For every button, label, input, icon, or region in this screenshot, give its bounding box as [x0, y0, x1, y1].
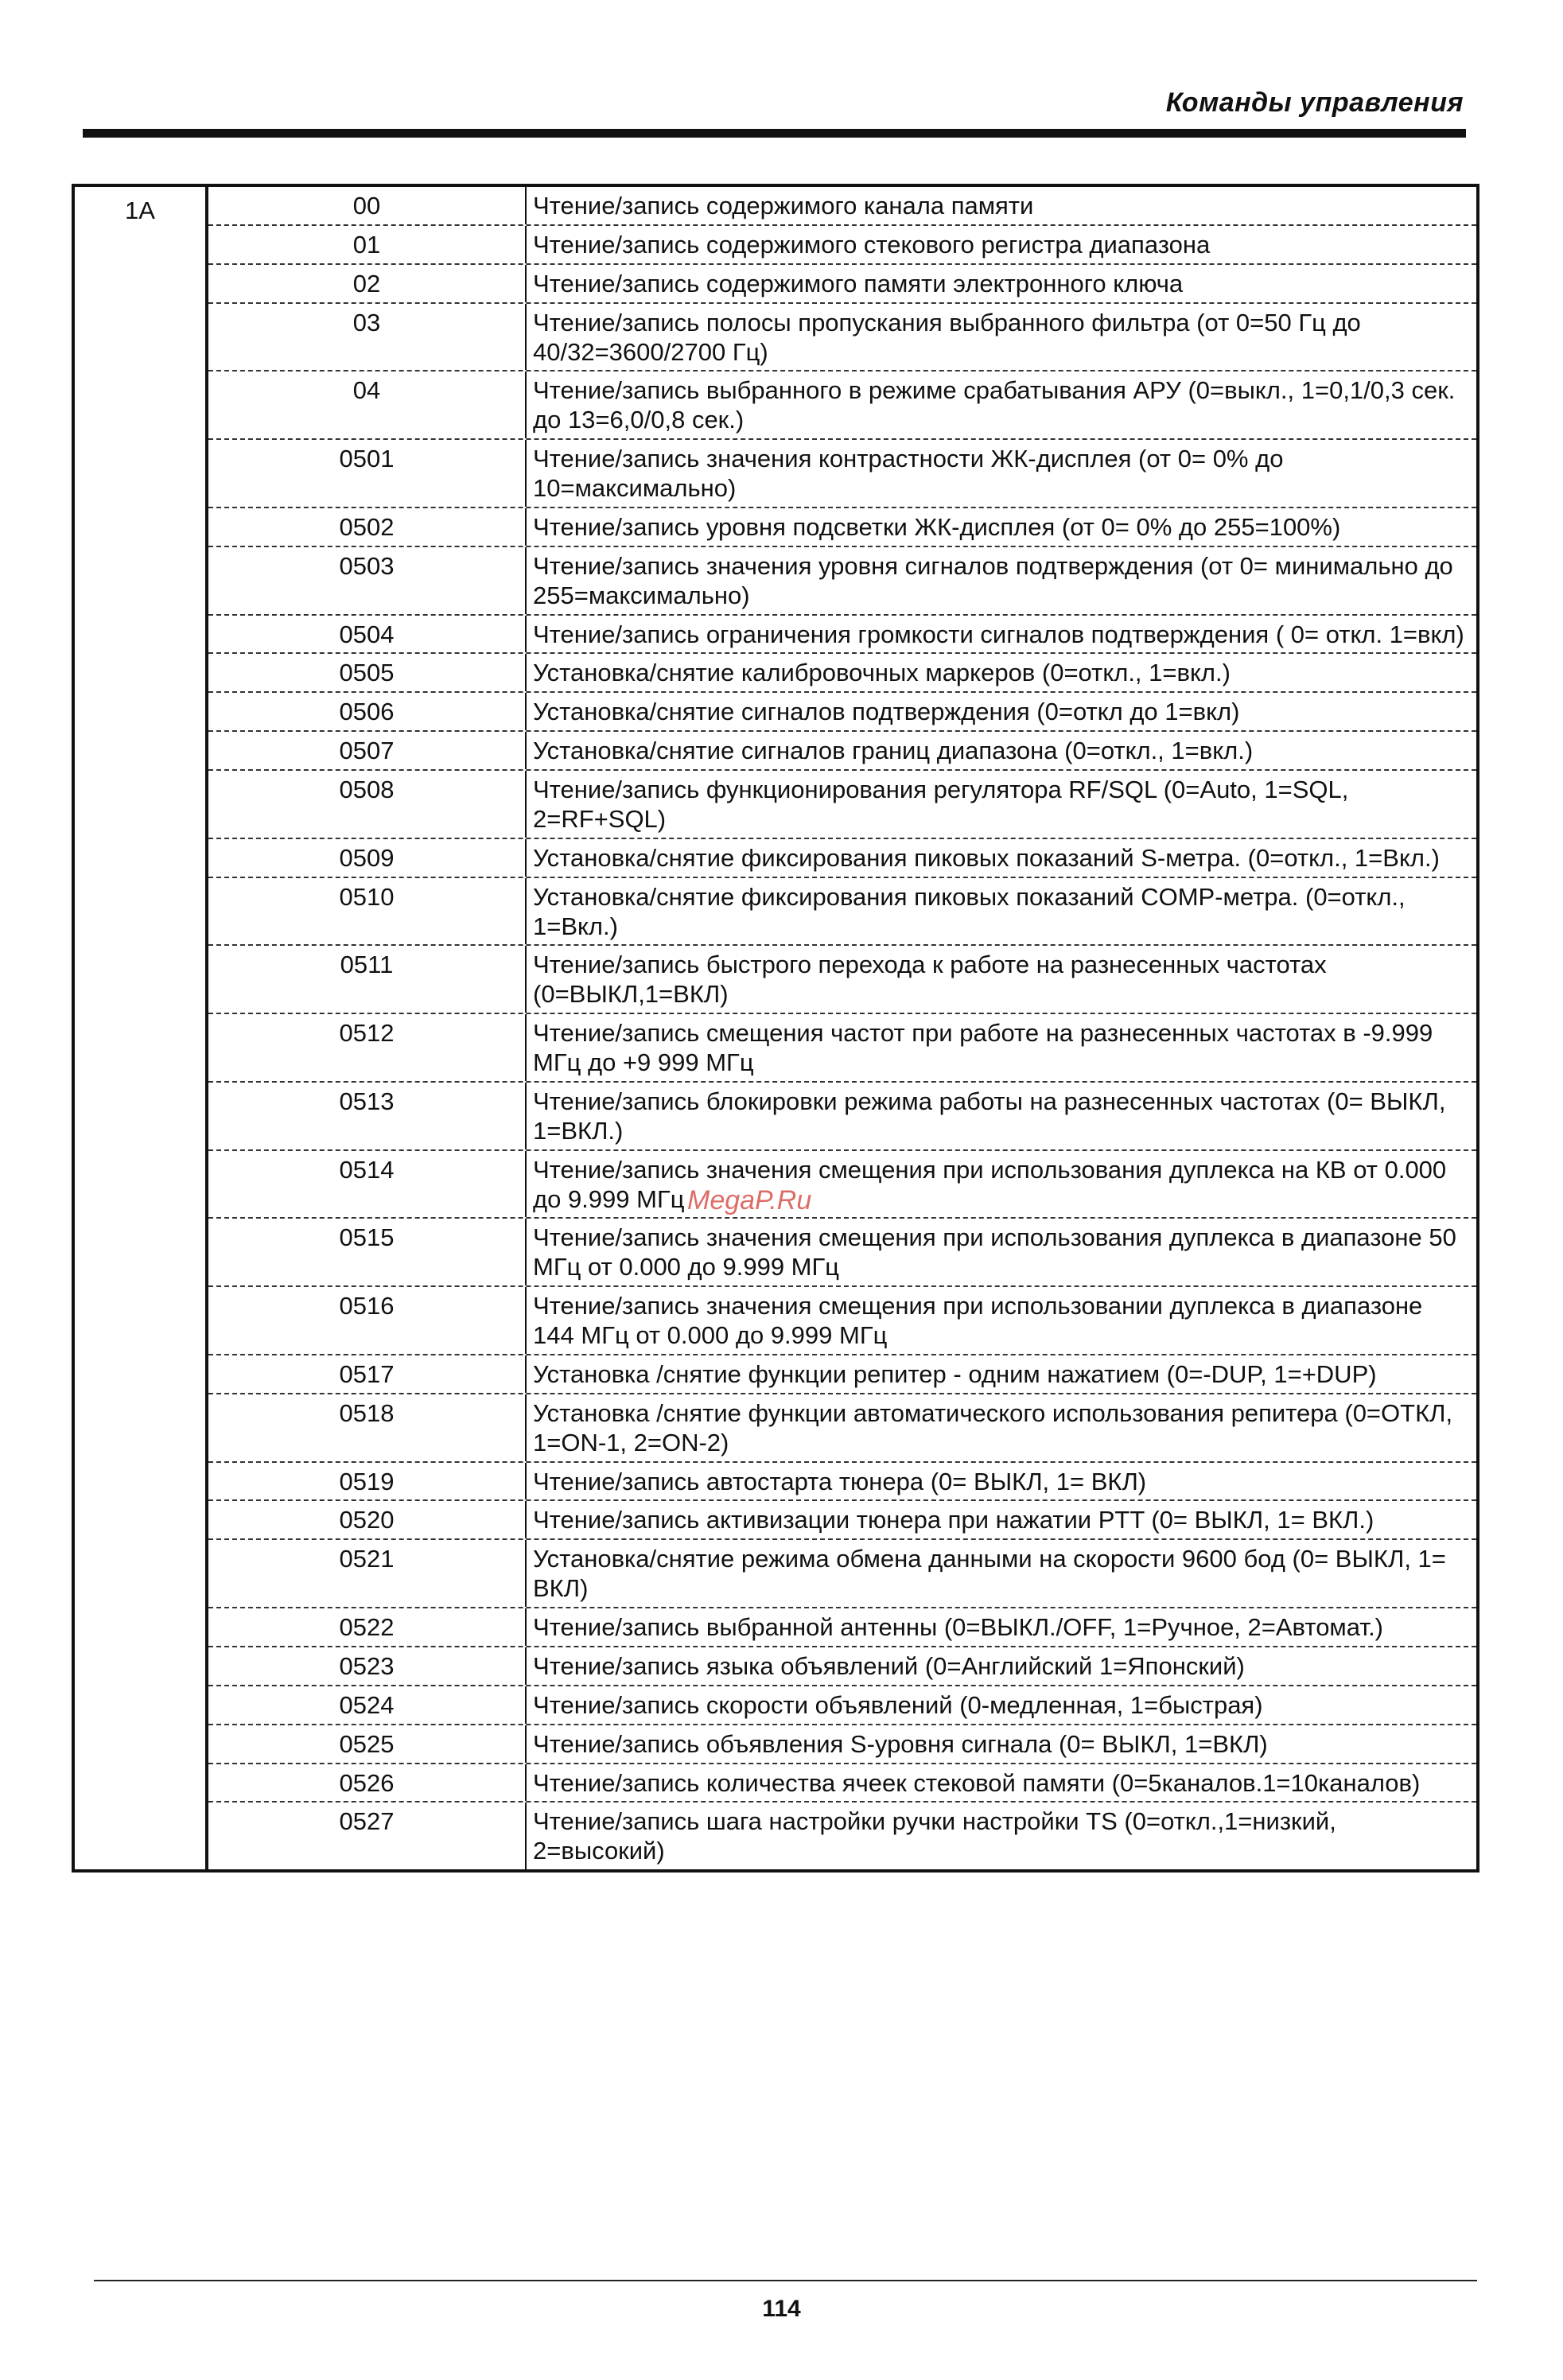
table-row: [208, 1083, 1476, 1151]
subcommand-code: 0525: [208, 1725, 527, 1763]
subcommand-code: 0508: [208, 771, 527, 838]
subcommand-code: 0523: [208, 1647, 527, 1685]
subcommand-description: Чтение/запись содержимого стекового регистра диапазона: [533, 230, 1211, 259]
subcommand-code: 0517: [208, 1355, 527, 1393]
subcommand-code: 0527: [208, 1802, 527, 1869]
table-row: [208, 946, 1476, 1014]
subcommand-code: 0512: [208, 1014, 527, 1081]
subcommand-code: 0526: [208, 1764, 527, 1802]
subcommand-code: 00: [208, 187, 527, 224]
subcommand-code: 0524: [208, 1686, 527, 1724]
table-row: [208, 1802, 1476, 1869]
subcommand-description: Чтение/запись быстрого перехода к работе на разнесенных частотах (0=ВЫКЛ,1=ВКЛ): [533, 951, 1327, 1009]
subcommand-code: 03: [208, 304, 527, 371]
command-code-cell: 1A: [75, 187, 208, 1869]
subcommand-code: 0519: [208, 1463, 527, 1500]
subcommand-description: Чтение/запись значения уровня сигналов подтверждения (от 0= минимально до 255=максимально): [533, 551, 1453, 609]
subcommand-code: 0510: [208, 878, 527, 945]
subcommand-description: Чтение/запись содержимого канала памяти: [533, 192, 1034, 220]
subcommand-description: Чтение/запись ограничения громкости сигналов подтверждения ( 0= откл. 1=вкл): [533, 620, 1464, 648]
subcommand-code: 0520: [208, 1501, 527, 1538]
page-header-title: Команды управления: [1165, 88, 1464, 118]
subcommand-code: 0503: [208, 547, 527, 614]
table-row: [208, 878, 1476, 947]
subcommand-description: Чтение/запись языка объявлений (0=Английский 1=Японский): [533, 1651, 1245, 1680]
subcommand-description: Чтение/запись количества ячеек стековой памяти (0=5каналов.1=10каналов): [533, 1768, 1421, 1797]
table-row: [208, 1725, 1476, 1764]
subcommand-description: Чтение/запись выбранной антенны (0=ВЫКЛ./OFF, 1=Ручное, 2=Автомат.): [533, 1613, 1384, 1641]
subcommand-description: Чтение/запись скорости объявлений (0-медленная, 1=быстрая): [533, 1690, 1263, 1719]
subcommand-description: Чтение/запись функционирования регулятора RF/SQL (0=Auto, 1=SQL, 2=RF+SQL): [533, 776, 1349, 833]
table-row: [208, 1014, 1476, 1083]
table-row: [208, 1355, 1476, 1394]
subcommand-description: Чтение/запись выбранного в режиме срабатывания АРУ (0=выкл., 1=0,1/0,3 сек. до 13=6,0/0,8 сек.): [533, 376, 1456, 434]
table-row: [208, 1540, 1476, 1608]
subcommand-description: Чтение/запись значения контрастности ЖК-дисплея (от 0= 0% до 10=максимально): [533, 445, 1284, 502]
table-row: [208, 1686, 1476, 1725]
table-row: [208, 226, 1476, 265]
table-row: [208, 1219, 1476, 1287]
subcommand-code: 02: [208, 265, 527, 302]
table-row: [208, 1463, 1476, 1502]
table-row: [208, 732, 1476, 771]
subcommand-description: Чтение/запись содержимого памяти электронного ключа: [533, 269, 1184, 298]
subcommand-code: 0522: [208, 1608, 527, 1646]
table-row: [208, 839, 1476, 878]
subcommand-description: Чтение/запись активизации тюнера при нажатии PTT (0= ВЫКЛ, 1= ВКЛ.): [533, 1506, 1374, 1534]
subcommand-code: 0504: [208, 616, 527, 653]
subcommand-description: Чтение/запись уровня подсветки ЖК-дисплея (от 0= 0% до 255=100%): [533, 512, 1341, 541]
subcommand-code: 0501: [208, 440, 527, 507]
subcommand-description: Установка /снятие функции автоматического использования репитера (0=ОТКЛ, 1=ON-1, 2=ON-2): [533, 1398, 1453, 1456]
subcommand-code: 0518: [208, 1394, 527, 1461]
subcommand-code: 0521: [208, 1540, 527, 1607]
subcommand-code: 0516: [208, 1287, 527, 1354]
table-row: [208, 1151, 1476, 1219]
table-row: [208, 440, 1476, 508]
table-row: [208, 1764, 1476, 1803]
page-number: 114: [762, 2296, 801, 2322]
table-row: [208, 1608, 1476, 1647]
watermark: MegaP.Ru: [687, 1185, 812, 1215]
subcommand-description: Установка/снятие сигналов подтверждения (0=откл до 1=вкл): [533, 698, 1240, 726]
subcommand-description: Чтение/запись значения смещения при использовании дуплекса в диапазоне 144 МГц от 0.000 до 9.999 МГц: [533, 1292, 1423, 1349]
subcommand-code: 0513: [208, 1083, 527, 1149]
table-row: [208, 1287, 1476, 1355]
subcommand-code: 01: [208, 226, 527, 263]
subcommand-description: Чтение/запись объявления S-уровня сигнала (0= ВЫКЛ, 1=ВКЛ): [533, 1729, 1268, 1758]
subcommand-description: Чтение/запись значения смещения при использования дуплекса на КВ от 0.000 до 9.999 МГц: [533, 1155, 1447, 1213]
table-row: [208, 265, 1476, 304]
subcommand-code: 0507: [208, 732, 527, 769]
subcommand-rows: [208, 187, 1476, 1869]
subcommand-code: 0515: [208, 1219, 527, 1285]
table-row: [208, 187, 1476, 226]
subcommand-code: 0514: [208, 1151, 527, 1218]
table-row: [208, 304, 1476, 372]
subcommand-description: Установка/снятие фиксирования пиковых показаний S-метра. (0=откл., 1=Вкл.): [533, 843, 1440, 872]
subcommand-description: Чтение/запись полосы пропускания выбранного фильтра (от 0=50 Гц до 40/32=3600/2700 Гц): [533, 308, 1361, 366]
subcommand-code: 04: [208, 371, 527, 438]
table-row: [208, 771, 1476, 839]
table-row: [208, 371, 1476, 440]
subcommand-code: 0511: [208, 946, 527, 1013]
table-row: [208, 1394, 1476, 1463]
subcommand-description: Чтение/запись шага настройки ручки настройки TS (0=откл.,1=низкий, 2=высокий): [533, 1807, 1336, 1865]
table-row: [208, 547, 1476, 616]
subcommand-code: 0502: [208, 508, 527, 546]
subcommand-description: Чтение/запись автостарта тюнера (0= ВЫКЛ, 1= ВКЛ): [533, 1467, 1147, 1495]
table-row: [208, 654, 1476, 693]
table-row: [208, 693, 1476, 732]
subcommand-description: Установка/снятие сигналов границ диапазона (0=откл., 1=вкл.): [533, 737, 1254, 765]
subcommand-description: Установка/снятие фиксирования пиковых показаний COMP-метра. (0=откл., 1=Вкл.): [533, 882, 1406, 940]
subcommand-description: Установка/снятие калибровочных маркеров (0=откл., 1=вкл.): [533, 659, 1231, 687]
table-row: [208, 508, 1476, 547]
table-row: [208, 1647, 1476, 1686]
subcommand-description: Чтение/запись значения смещения при использования дуплекса в диапазоне 50 МГц от 0.000 до 9.999 МГц: [533, 1223, 1456, 1281]
header-rule: [83, 129, 1466, 138]
subcommand-description: Установка /снятие функции репитер - одним нажатием (0=-DUP, 1=+DUP): [533, 1359, 1377, 1388]
subcommand-description: Чтение/запись блокировки режима работы на разнесенных частотах (0= ВЫКЛ, 1=ВКЛ.): [533, 1087, 1446, 1145]
subcommand-code: 0505: [208, 654, 527, 691]
table-row: [208, 1501, 1476, 1540]
footer-rule: [94, 2280, 1477, 2281]
subcommand-description: Чтение/запись смещения частот при работе на разнесенных частотах в -9.999 МГц до +9 999 МГц: [533, 1019, 1433, 1076]
table-row: [208, 616, 1476, 655]
subcommand-code: 0506: [208, 693, 527, 730]
subcommand-description: Установка/снятие режима обмена данными на скорости 9600 бод (0= ВЫКЛ, 1= ВКЛ): [533, 1545, 1446, 1603]
command-table: [72, 184, 1479, 1872]
subcommand-code: 0509: [208, 839, 527, 877]
